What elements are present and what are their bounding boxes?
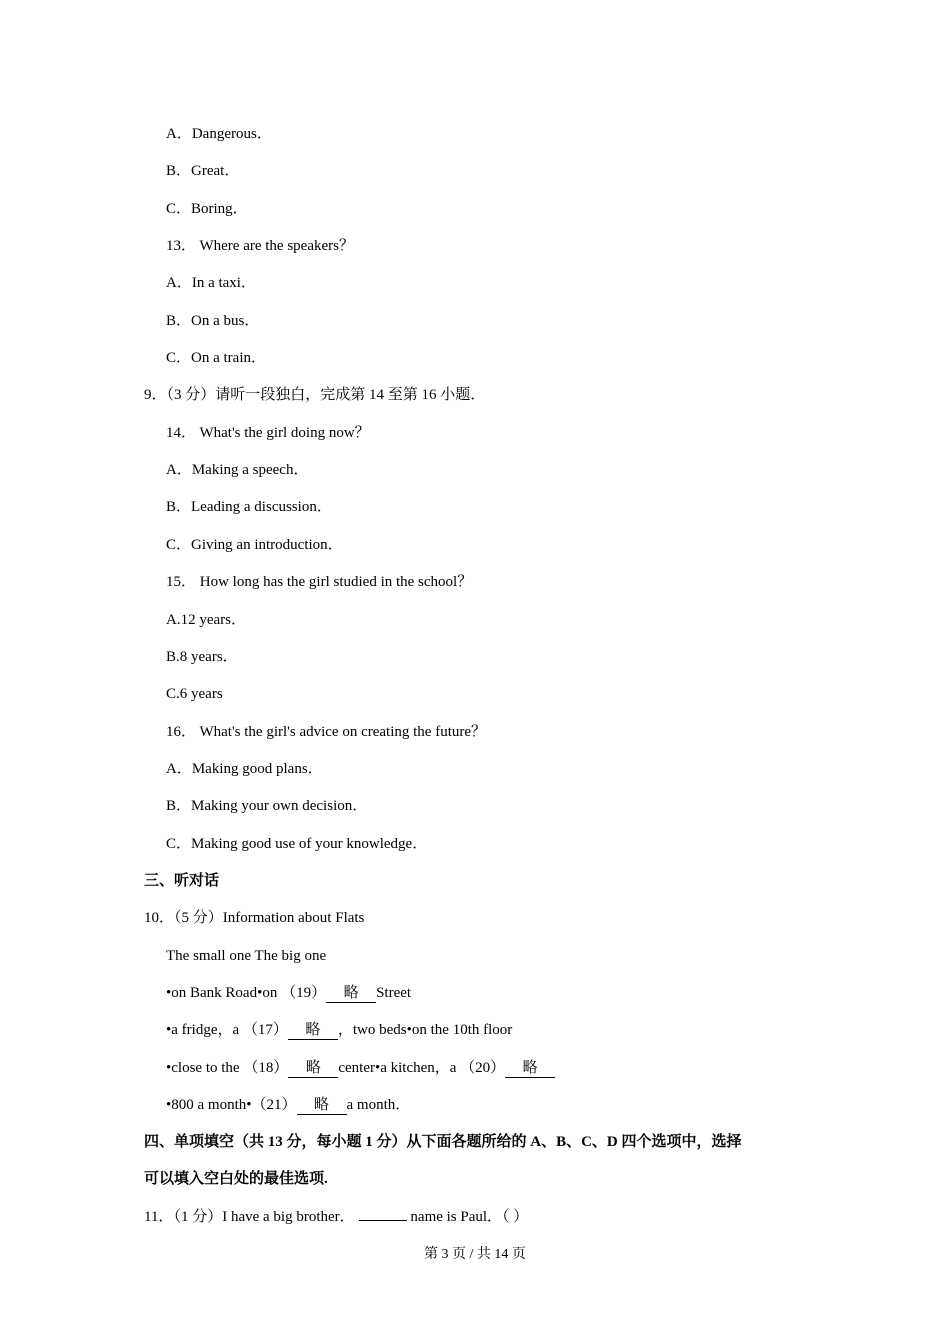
q16-option-c: C．Making good use of your knowledge． (166, 836, 428, 852)
q14-stem: 14． What's the girl doing now？ (166, 425, 370, 441)
q16-option-a: A．Making good plans． (166, 761, 323, 777)
q10-line3-mid: center•a kitchen，a （20） (338, 1060, 506, 1076)
q15-stem: 15． How long has the girl studied in the school？ (166, 574, 473, 590)
answer-blank-17: 略 (288, 1021, 338, 1040)
answer-blank-19: 略 (326, 984, 376, 1003)
q10-line2-post: ，two beds•on the 10th floor (337, 1022, 513, 1038)
q15-option-c: C.6 years (166, 686, 223, 702)
section3-title: 三、听对话 (144, 873, 220, 889)
q10-columns: The small one The big one (166, 948, 327, 964)
page-footer: 第 3 页 / 共 14 页 (424, 1247, 526, 1262)
q14-option-a: A．Making a speech． (166, 462, 309, 478)
answer-blank-20: 略 (505, 1059, 555, 1078)
q15-option-a: A.12 years． (166, 612, 246, 628)
q10-line4-post: a month． (346, 1097, 411, 1113)
answer-blank-18: 略 (288, 1059, 338, 1078)
q10-line-4 (166, 1095, 410, 1115)
q12-option-b: B．Great． (166, 163, 240, 179)
section4-title-line1: 四、单项填空（共 13 分，每小题 1 分）从下面各题所给的 A、B、C、D 四个选项中，选择 (144, 1134, 742, 1150)
q10-line1-pre: •on Bank Road•on （19） (166, 985, 327, 1001)
q10-line-2 (166, 1020, 512, 1040)
q10-line3-pre: •close to the （18） (166, 1060, 289, 1076)
q11-pre: 11．（1 分）I have a big brother． (144, 1209, 355, 1225)
q16-option-b: B．Making your own decision． (166, 798, 368, 814)
q13-option-b: B．On a bus． (166, 313, 260, 329)
q10-line2-pre: •a fridge，a （17） (166, 1022, 288, 1038)
q10-line-3 (166, 1058, 555, 1078)
section4-title-line2: 可以填入空白处的最佳选项. (144, 1171, 328, 1187)
q15-option-b: B.8 years． (166, 649, 238, 665)
q12-option-c: C．Boring． (166, 201, 248, 217)
q10-line4-pre: •800 a month•（21） (166, 1097, 297, 1113)
q14-option-c: C．Giving an introduction． (166, 537, 343, 553)
q11-stem (144, 1207, 528, 1227)
q13-option-c: C．On a train． (166, 350, 266, 366)
q10-line-1 (166, 983, 411, 1003)
q11-blank (359, 1220, 407, 1221)
q14-option-b: B．Leading a discussion． (166, 499, 332, 515)
q13-stem: 13． Where are the speakers？ (166, 238, 354, 254)
q16-stem: 16． What's the girl's advice on creating the future？ (166, 724, 487, 740)
q9-header: 9．（3 分）请听一段独白，完成第 14 至第 16 小题． (144, 387, 486, 403)
answer-blank-21: 略 (297, 1096, 347, 1115)
q12-option-a: A．Dangerous． (166, 126, 272, 142)
q13-option-a: A．In a taxi． (166, 275, 256, 291)
q10-header: 10．（5 分）Information about Flats (144, 910, 365, 926)
q11-post: name is Paul．（ ） (406, 1209, 529, 1225)
q10-line1-post: Street (376, 985, 412, 1001)
